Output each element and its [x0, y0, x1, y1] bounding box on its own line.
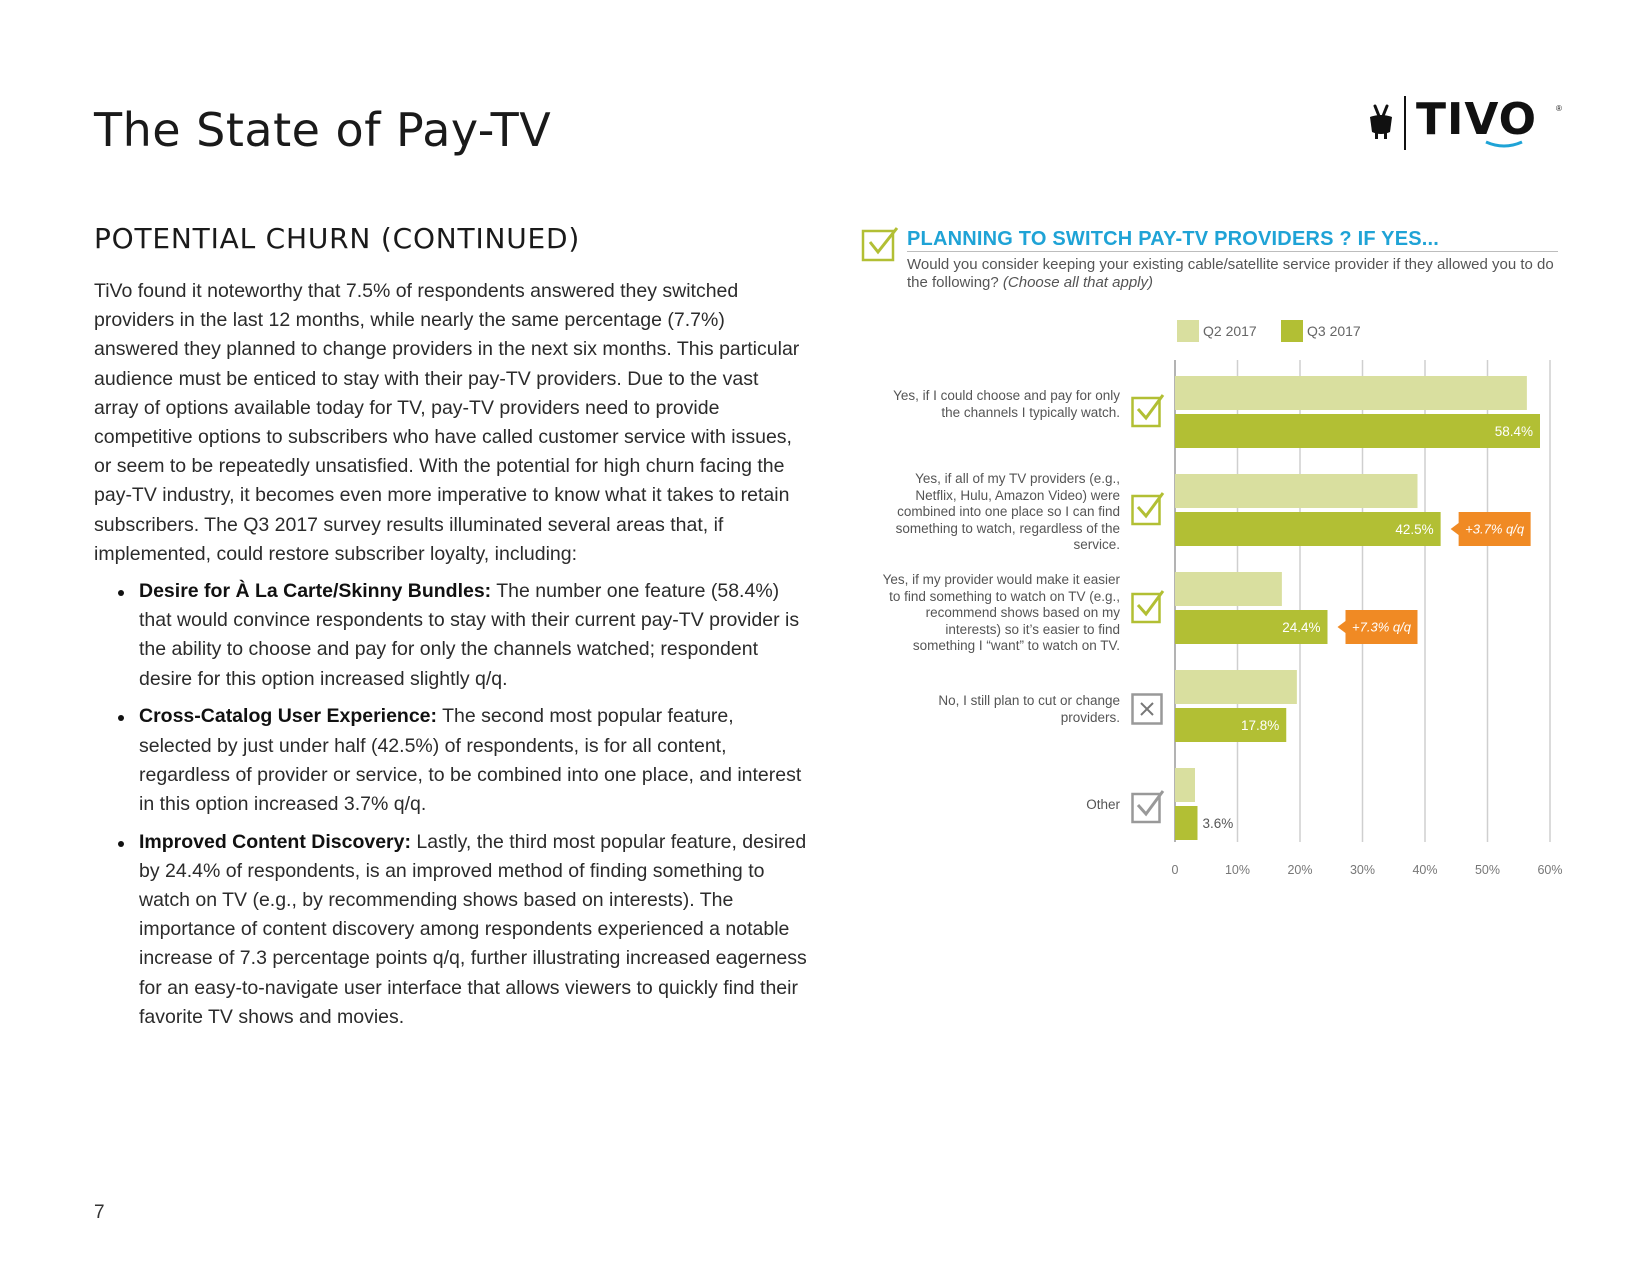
bullet-item — [110, 702, 810, 819]
x-tick-label: 20% — [1287, 863, 1313, 877]
x-tick-label: 60% — [1537, 863, 1563, 877]
intro-paragraph: TiVo found it noteworthy that 7.5% of respondents answered they switched providers in the last 12 months, while nearly the same percentage (7.7%) answered they planned to change providers in the next six months. This particular audience must be enticed to stay with their pay-TV providers. Due to the vast array of options available today for TV, pay-TV providers need to provide competitive options to subscribers who have called customer service with issues, or seem to be repeatedly unsatisfied. With the potential for high churn facing the pay-TV industry, it becomes even more imperative to know what it takes to retain subscribers. The Q3 2017 survey results illuminated several areas that, if implemented, could restore subscriber loyalty, including: — [94, 280, 800, 565]
logo-registered-mark: ® — [1556, 104, 1562, 113]
bar-data-label: 3.6% — [1202, 816, 1234, 831]
bullet-item — [110, 828, 810, 1032]
bullet-lead: Improved Content Discovery: — [139, 830, 411, 853]
x-tick-label: 40% — [1412, 863, 1438, 877]
bar-data-label: 17.8% — [1240, 718, 1280, 733]
chart-title-check-icon — [861, 226, 899, 262]
logo-smile-icon — [1484, 140, 1524, 150]
category-label: Other — [1086, 797, 1120, 812]
logo-divider — [1404, 96, 1406, 150]
delta-callout-label: +3.7% q/q — [1465, 521, 1525, 537]
chart-title: PLANNING TO SWITCH PAY-TV PROVIDERS ? IF YES... — [907, 228, 1440, 250]
category-label: Yes, if all of my TV providers (e.g., Netflix, Hulu, Amazon Video) were combined into one place so I can find something to watch, regardless of the service. — [895, 471, 1120, 552]
bullet-list — [110, 577, 810, 1041]
page-title: The State of Pay-TV — [94, 103, 552, 157]
bullet-text: Lastly, the third most popular feature, desired by 24.4% of respondents, is an improved method of finding something to watch on TV (e.g., by recommending shows based on interests). The importance of content discovery among respondents experienced a notable increase of 7.3 percentage points q/q, further illustrating increased eagerness for an easy-to-navigate user interface that allows viewers to quickly find their favorite TV shows and movies. — [139, 830, 807, 1028]
category-label: No, I still plan to cut or change providers. — [938, 693, 1120, 725]
category-label: Yes, if I could choose and pay for only the channels I typically watch. — [893, 388, 1120, 420]
x-tick-label: 30% — [1349, 863, 1376, 877]
bullet-item — [110, 577, 810, 694]
section-heading: POTENTIAL CHURN (CONTINUED) — [94, 222, 581, 255]
bullet-lead: Desire for À La Carte/Skinny Bundles: — [139, 580, 492, 602]
bar-q2 — [1175, 768, 1195, 802]
bar-q3 — [1175, 414, 1540, 448]
bar-q2 — [1175, 572, 1282, 606]
legend-item-q2 — [1177, 320, 1257, 342]
legend-swatch — [1177, 320, 1199, 342]
chart-title-rule — [907, 251, 1558, 252]
page-number: 7 — [94, 1202, 105, 1223]
bullet-text: The second most popular feature, selected by just under half (42.5%) of respondents, is for all content, regardless of provider or service, to be combined into one place, and interest in this option increased 3.7% q/q. — [139, 705, 802, 815]
bar-q2 — [1175, 376, 1527, 410]
legend-label: Q2 2017 — [1203, 323, 1257, 339]
bar-data-label: 42.5% — [1395, 522, 1434, 537]
tivo-logo — [1366, 94, 1566, 156]
chart-question-text: Would you consider keeping your existing cable/satellite service provider if they allowed you to do the following? — [907, 256, 1554, 291]
delta-callout-label: +7.3% q/q — [1352, 619, 1411, 635]
chart-question-note: (Choose all that apply) — [1002, 274, 1153, 291]
bar-chart-plot — [1160, 360, 1563, 880]
logo-wordmark: TIVO — [1416, 94, 1538, 145]
bar-data-label: 58.4% — [1494, 424, 1533, 439]
tivo-mascot-icon — [1366, 102, 1396, 148]
x-tick-label: 50% — [1474, 863, 1501, 877]
x-tick-label: 10% — [1224, 863, 1251, 877]
x-tick-label: 0 — [1171, 863, 1179, 877]
category-label: Yes, if my provider would make it easier to find something to watch on TV (e.g., recommend shows based on my interests) so it’s easier to find something I “want” to watch on TV. — [882, 572, 1120, 653]
chart-question — [907, 256, 1567, 292]
bar-q2 — [1175, 670, 1297, 704]
legend-label: Q3 2017 — [1307, 323, 1361, 339]
bar-q2 — [1175, 474, 1418, 508]
legend-item-q3 — [1281, 320, 1361, 342]
bullet-lead: Cross-Catalog User Experience: — [139, 705, 438, 728]
bar-q3 — [1175, 806, 1198, 840]
bar-data-label: 24.4% — [1282, 620, 1321, 635]
legend-swatch — [1281, 320, 1303, 342]
bullet-text: The number one feature (58.4%) that would convince respondents to stay with their current pay-TV provider is the ability to choose and pay for only the channels watched; respondent desire for this option increased slightly q/q. — [139, 580, 800, 690]
